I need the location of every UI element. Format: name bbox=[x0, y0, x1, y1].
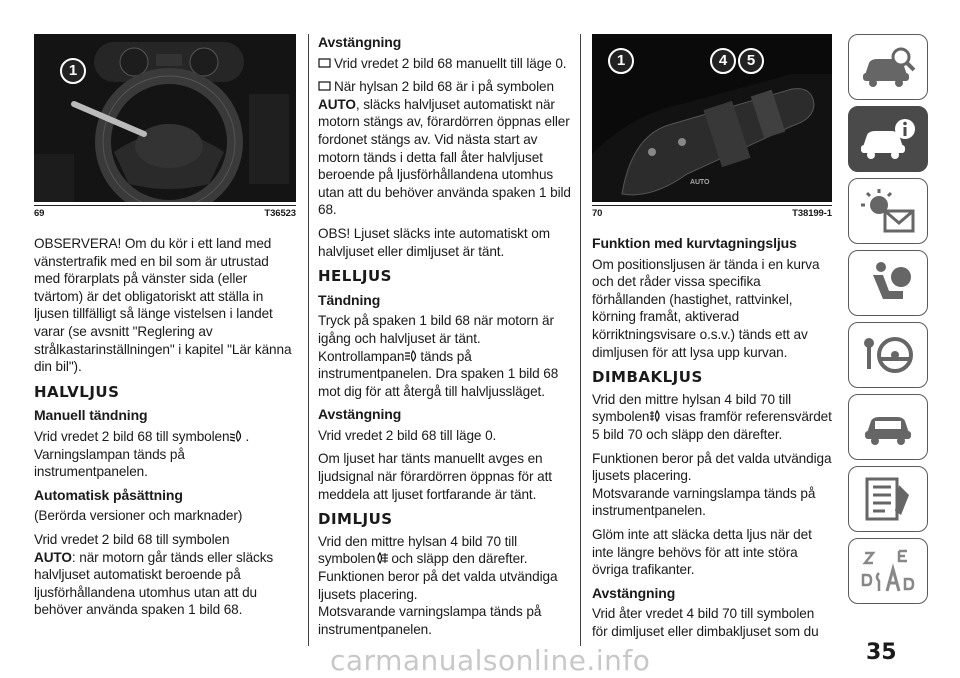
heading-off-2: Avstängning bbox=[318, 406, 402, 423]
text-span: Tryck på spaken 1 bild 68 när motorn är igång och halvljuset är tänt. bbox=[318, 313, 554, 346]
heading-tandning: Tändning bbox=[318, 291, 381, 308]
paragraph-note: OBSERVERA! Om du kör i ett land med vänstertrafik med en bil som är utrustad med förarplats på vänster sida (eller tvärtom) är det obligatoriskt att ställa in ljusen tillfälligt så länge vistelsen i landet varar (se avsnitt "Reglering av strålkastarinställningen" i kapitel "Lär känna din bil"). bbox=[34, 236, 292, 375]
column-divider bbox=[580, 34, 581, 646]
bullet-square-icon bbox=[318, 57, 332, 69]
column-3 bbox=[592, 34, 832, 646]
tab-steering-key[interactable] bbox=[848, 322, 928, 388]
heading-manual: Manuell tändning bbox=[34, 407, 148, 424]
text-span: Vrid vredet 2 bild 68 manuellt till läge 0. bbox=[334, 55, 567, 71]
heading-off-3: Avstängning bbox=[592, 584, 676, 601]
callout-1: 1 bbox=[60, 58, 86, 84]
paragraph-dimbak-1 bbox=[592, 391, 832, 444]
heading-dimbakljus: DIMBAKLJUS bbox=[592, 368, 703, 387]
heading-kurv: Funktion med kurvtagningsljus bbox=[592, 235, 797, 251]
low-beam-icon bbox=[229, 430, 243, 442]
tab-car-service[interactable] bbox=[848, 394, 928, 460]
text-span: visas framför referensvärdet 5 bild 70 och släpp den därefter. bbox=[592, 409, 832, 442]
text-span: tänds på instrumentpanelen. Dra spaken 1 bild 68 mot dig för att återgå till halvljussläget. bbox=[318, 348, 559, 399]
text-span: När hylsan 2 bild 68 är i på symbolen bbox=[334, 79, 554, 95]
text-span: symbolen bbox=[592, 409, 650, 425]
callout-4: 4 bbox=[710, 48, 736, 74]
text-span: Kontrollampan bbox=[318, 348, 405, 364]
paragraph-off-2 bbox=[318, 78, 574, 219]
text-span: och släpp den därefter. bbox=[391, 551, 528, 567]
figure-70-light-stalk bbox=[592, 34, 832, 202]
figure-69-caption bbox=[34, 205, 296, 219]
chapter-sidebar bbox=[848, 34, 928, 610]
text-span: , släcks halvljuset automatiskt när motorn stängs av, förardörren öppnas eller fordonet stängs av. Vid nästa start av motorn tänds i detta fall åter halvljuset beroende på ljusförhållandena utomhus utan att du behöver använda spaken 1 bild 68. bbox=[318, 96, 571, 218]
high-beam-icon bbox=[404, 350, 418, 362]
paragraph-kurv: Om positionsljusen är tända i en kurva och det råder vissa specifika förhållanden (hastighet, rattvinkel, körning framåt, aktiverad körriktningsvisare o.s.v.) tänds ett av dimljusen för att lysa upp kurvan. bbox=[592, 256, 820, 360]
text-span: Funktionen beror på det valda utvändiga ljusets placering. bbox=[318, 569, 558, 602]
text-span: Vrid den mittre hylsan 4 bild 70 till bbox=[318, 533, 518, 549]
heading-auto: Automatisk påsättning bbox=[34, 486, 183, 503]
figure-code: T38199-1 bbox=[792, 208, 832, 219]
text-span: Vrid vredet 2 bild 68 till symbolen bbox=[34, 531, 230, 547]
paragraph-obs: OBS! Ljuset släcks inte automatiskt om halvljuset eller dimljuset är tänt. bbox=[318, 225, 550, 259]
callout-5: 5 bbox=[738, 48, 764, 74]
heading-halvljus: HALVLJUS bbox=[34, 382, 120, 401]
paragraph-auto bbox=[34, 531, 296, 619]
text-span: Vrid vredet 2 bild 68 till symbolen bbox=[34, 428, 230, 444]
text-span: Motsvarande varningslampa tänds på instrumentpanelen. bbox=[592, 485, 816, 519]
text-span: Vrid den mittre hylsan 4 bild 70 till bbox=[592, 391, 792, 407]
paragraph-auto-sub: (Berörda versioner och marknader) bbox=[34, 508, 243, 524]
figure-69-steering-wheel bbox=[34, 34, 296, 202]
rear-fog-light-icon bbox=[649, 410, 663, 422]
warning-light-icon bbox=[859, 187, 917, 235]
text-span: . bbox=[245, 428, 250, 444]
figure-code: T36523 bbox=[264, 208, 296, 219]
bold-auto: AUTO bbox=[318, 96, 356, 112]
paragraph-off-1 bbox=[318, 55, 574, 73]
tab-car-search[interactable] bbox=[848, 34, 928, 100]
paragraph-dimbak-2 bbox=[592, 450, 832, 520]
paragraph-dimbak-4: Glöm inte att släcka detta ljus när det inte längre behövs för att inte störa övriga trafikanter. bbox=[592, 526, 812, 578]
text-span: Motsvarande varningslampa tänds på instrumentpanelen. bbox=[318, 604, 542, 637]
bold-auto: AUTO bbox=[34, 549, 72, 565]
paragraph-dim bbox=[318, 533, 574, 639]
paragraph-off-3: Vrid åter vredet 4 bild 70 till symbolen för dimljuset eller dimbakljuset som du bbox=[592, 606, 819, 639]
tab-index-list[interactable] bbox=[848, 466, 928, 532]
airbag-seat-icon bbox=[859, 259, 917, 307]
paragraph-off2-2: Om ljuset har tänts manuellt avges en ljudsignal när förardörren öppnas för att meddela att ljuset fortfarande är tänt. bbox=[318, 451, 552, 502]
paragraph-manual-1 bbox=[34, 428, 296, 481]
text-span: Funktionen beror på det valda utvändiga ljusets placering. bbox=[592, 450, 832, 484]
front-fog-light-icon bbox=[375, 552, 389, 564]
text-span: symbolen bbox=[318, 551, 376, 567]
callout-1: 1 bbox=[608, 48, 634, 74]
paragraph-tand bbox=[318, 312, 574, 400]
heading-helljus: HELLJUS bbox=[318, 267, 392, 286]
tab-car-info[interactable] bbox=[848, 106, 928, 172]
stalk-auto-label: AUTO bbox=[690, 179, 710, 186]
steering-key-icon bbox=[859, 331, 917, 379]
page-number: 35 bbox=[866, 640, 897, 665]
tab-alphabet-index[interactable] bbox=[848, 538, 928, 604]
car-service-icon bbox=[859, 403, 917, 451]
car-info-icon bbox=[859, 115, 917, 163]
figure-number: 69 bbox=[34, 208, 45, 219]
text-span: Varningslampan tänds på instrumentpanelen. bbox=[34, 446, 185, 480]
heading-off: Avstängning bbox=[318, 34, 402, 50]
column-2 bbox=[318, 34, 574, 644]
tab-airbag-seat[interactable] bbox=[848, 250, 928, 316]
paragraph-off2-1: Vrid vredet 2 bild 68 till läge 0. bbox=[318, 427, 497, 443]
bullet-square-icon bbox=[318, 80, 332, 92]
index-list-icon bbox=[859, 475, 917, 523]
car-search-icon bbox=[859, 43, 917, 91]
column-divider bbox=[308, 34, 309, 646]
watermark: carmanualsonline.info bbox=[330, 644, 651, 677]
figure-number: 70 bbox=[592, 208, 603, 219]
tab-warning-light[interactable] bbox=[848, 178, 928, 244]
column-1 bbox=[34, 34, 296, 625]
heading-dimljus: DIMLJUS bbox=[318, 510, 393, 529]
figure-70-caption bbox=[592, 205, 832, 219]
alphabet-index-icon bbox=[859, 547, 917, 595]
text-span: : när motorn går tänds eller släcks halvljuset automatiskt beroende på ljusförhållandena utomhus utan att du behöver använda spaken 1 bild 68. bbox=[34, 549, 274, 618]
